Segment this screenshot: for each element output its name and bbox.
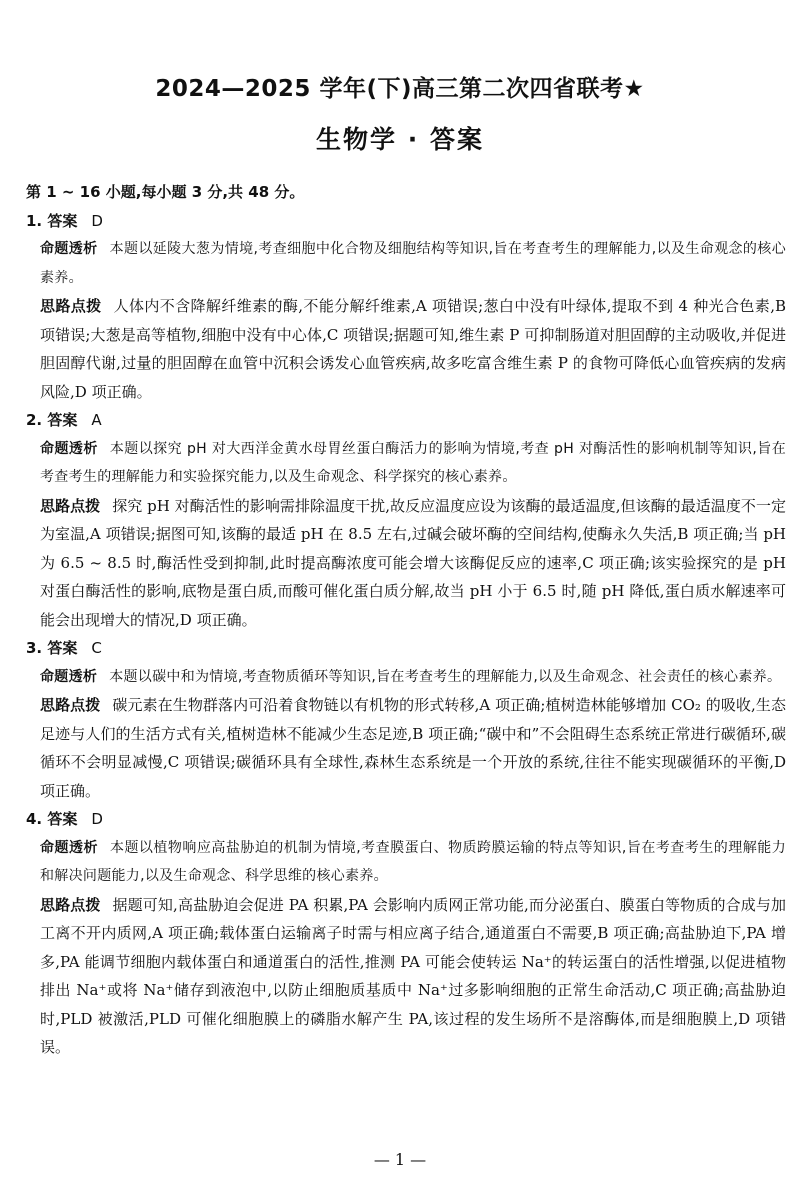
page-number: — 1 — bbox=[373, 1150, 427, 1169]
analysis-paragraph bbox=[26, 663, 786, 692]
hint-text: 碳元素在生物群落内可沿着食物链以有机物的形式转移,A 项正确;植树造林能够增加 CO₂ 的吸收,生态足迹与人们的生活方式有关,植树造林不能减少生态足迹,B 项正确;“碳中和”不会阻碍生态系统正常进行碳循环,碳循环不会明显减慢,C 项错误;碳循环具有全球性,森林生态系统是一个开放的系统,往往不能实现碳循环的平衡,D 项正确。 bbox=[40, 696, 786, 800]
analysis-label: 命题透析 bbox=[40, 668, 98, 685]
hint-text: 人体内不含降解纤维素的酶,不能分解纤维素,A 项错误;葱白中没有叶绿体,提取不到 4 种光合色素,B 项错误;大葱是高等植物,细胞中没有中心体,C 项错误;据题可知,维生素 P 可抑制肠道对胆固醇的主动吸收,并促进胆固醇代谢,过量的胆固醇在血管中沉积会诱发心血管疾病,故多吃富含维生素 P 的食物可降低心血管疾病的发病风险,D 项正确。 bbox=[40, 297, 786, 401]
question-number: 2. 答案 bbox=[26, 411, 78, 429]
question-block bbox=[26, 634, 786, 805]
hint-label: 思路点拨 bbox=[40, 496, 101, 515]
hint-text: 据题可知,高盐胁迫会促进 PA 积累,PA 会影响内质网正常功能,而分泌蛋白、膜蛋白等物质的合成与加工离不开内质网,A 项正确;载体蛋白运输离子时需与相应离子结合,通道蛋白不需要,B 项正确;高盐胁迫下,PA 增多,PA 能调节细胞内载体蛋白和通道蛋白的活性,推测 PA 可能会使转运 Na⁺的转运蛋白的活性增强,以促进植物排出 Na⁺或将 Na⁺储存到液泡中,以防止细胞质基质中 Na⁺过多影响细胞的正常生命活动,C 项正确;高盐胁迫时,PLD 被激活,PLD 可催化细胞膜上的磷脂水解产生 PA,该过程的发生场所不是溶酶体,而是细胞膜上,D 项错误。 bbox=[40, 895, 786, 1056]
analysis-paragraph bbox=[26, 435, 786, 492]
question-number: 1. 答案 bbox=[26, 211, 78, 230]
hint-text: 探究 pH 对酶活性的影响需排除温度干扰,故反应温度应设为该酶的最适温度,但该酶的最适温度不一定为室温,A 项错误;据图可知,该酶的最适 pH 在 8.5 左右,过碱会破坏酶的空间结构,使酶永久失活,B 项正确;当 pH 为 6.5 ~ 8.5 时,酶活性受到抑制,此时提高酶浓度可能会增大该酶促反应的速率,C 项正确;该实验探究的是 pH 对蛋白酶活性的影响,底物是蛋白质,而酸可催化蛋白质分解,故当 pH 小于 6.5 时,随 pH 降低,蛋白质水解速率可能会出现增大的情况,D 项正确。 bbox=[40, 496, 786, 629]
question-number: 3. 答案 bbox=[26, 639, 78, 657]
question-heading bbox=[26, 805, 786, 834]
analysis-text: 本题以探究 pH 对大西洋金黄水母胃丝蛋白酶活力的影响为情境,考查 pH 对酶活性的影响机制等知识,旨在考查考生的理解能力和实验探究能力,以及生命观念、科学探究的核心素养。 bbox=[40, 440, 786, 485]
hint-label: 思路点拨 bbox=[40, 297, 102, 315]
answer-letter: C bbox=[91, 639, 102, 657]
page-subtitle: 生物学 · 答案 bbox=[316, 125, 484, 154]
question-heading bbox=[26, 207, 786, 236]
answer-letter: A bbox=[91, 411, 102, 429]
hint-paragraph bbox=[26, 891, 786, 1062]
answer-content bbox=[26, 178, 786, 1062]
question-number: 4. 答案 bbox=[26, 810, 78, 828]
hint-label: 思路点拨 bbox=[40, 895, 101, 914]
analysis-paragraph bbox=[26, 235, 786, 292]
question-heading bbox=[26, 634, 786, 663]
question-block bbox=[26, 406, 786, 634]
scoring-intro: 第 1 ~ 16 小题,每小题 3 分,共 48 分。 bbox=[26, 183, 305, 201]
analysis-label: 命题透析 bbox=[40, 839, 98, 856]
answer-letter: D bbox=[91, 211, 103, 230]
analysis-label: 命题透析 bbox=[40, 440, 98, 457]
hint-paragraph bbox=[26, 492, 786, 635]
page-title: 2024—2025 学年(下)高三第二次四省联考★ bbox=[155, 76, 645, 102]
analysis-text: 本题以植物响应高盐胁迫的机制为情境,考查膜蛋白、物质跨膜运输的特点等知识,旨在考查考生的理解能力和解决问题能力,以及生命观念、科学思维的核心素养。 bbox=[40, 839, 786, 884]
question-block bbox=[26, 207, 786, 407]
analysis-text: 本题以碳中和为情境,考查物质循环等知识,旨在考查考生的理解能力,以及生命观念、社会责任的核心素养。 bbox=[109, 668, 782, 685]
answer-letter: D bbox=[91, 810, 103, 828]
analysis-label: 命题透析 bbox=[40, 241, 98, 257]
question-block bbox=[26, 805, 786, 1062]
analysis-paragraph bbox=[26, 834, 786, 891]
question-heading bbox=[26, 406, 786, 435]
hint-paragraph bbox=[26, 292, 786, 406]
hint-label: 思路点拨 bbox=[40, 696, 101, 714]
analysis-text: 本题以延陵大葱为情境,考查细胞中化合物及细胞结构等知识,旨在考查考生的理解能力,以及生命观念的核心素养。 bbox=[40, 241, 786, 286]
hint-paragraph bbox=[26, 691, 786, 805]
